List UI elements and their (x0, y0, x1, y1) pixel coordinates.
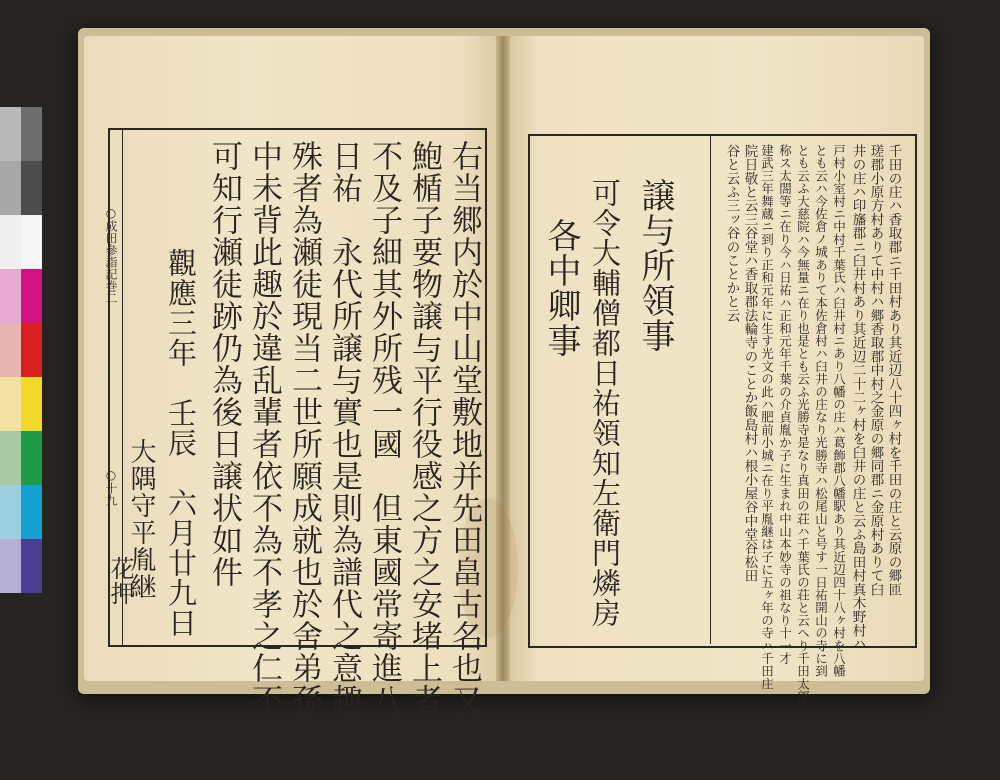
color-calibration-strip (0, 107, 42, 593)
note-line: 千田の庄ハ香取郡ニ千田村あり其近辺八十四ヶ村を千田の庄と云原の郷匝 (885, 144, 902, 597)
page-number: ○十九 (104, 468, 118, 506)
note-line: 谷と云ふ三ッ谷のことかと云 (723, 144, 740, 323)
note-line: とも云ハ今佐倉ノ城ありて本佐倉村ハ臼井の庄なり光勝寺ハ松尾山と号す一日祐開山の寺に到 (813, 144, 829, 678)
calibration-patch (0, 485, 21, 539)
note-line: 建武三年舞蔵ニ到り正和元年に生す光文の此ハ肥前小城ニ在り平胤継は子に五ヶ年の寺ハ千田庄 (759, 144, 775, 691)
calibration-patch (0, 539, 21, 593)
note-line: 瑳郡小原方村ありて中村ハ郷香取郡中村之金原の郷同郡ニ金原村ありて臼 (867, 144, 884, 597)
open-book (78, 28, 930, 780)
document-line: 殊者為瀬徒現当二世所願成就也於舍弟孫後 (286, 140, 322, 748)
document-line: 中未背此趣於違乱輩者依不為不孝之仁不 (246, 140, 282, 716)
calibration-patch (21, 323, 42, 377)
calibration-patch (21, 215, 42, 269)
calibration-patch (0, 269, 21, 323)
note-line: とも云ふ大慈院ハ今無量ニ在り也是とも云ふ光勝寺是なり真田の荘ハ千葉氏の荘と云へり千田太郎と (795, 144, 811, 716)
calibration-patch (0, 431, 21, 485)
document-line: 可令大輔僧都日祐領知左衛門燐房 (588, 178, 622, 628)
calibration-patch (0, 161, 21, 215)
signer-name: 大隅守平胤継 (126, 438, 156, 600)
calibration-patch (21, 377, 42, 431)
note-line: 称ス太閤等ニ在り今ハ日祐ハ正和元年千葉の介貞胤か子に生まれ中山本妙寺の祖なり十一才 (777, 144, 793, 665)
calibration-patch (21, 485, 42, 539)
calibration-patch (0, 107, 21, 161)
document-heading: 譲与所領事 (635, 178, 675, 353)
document-line: 右当郷内於中山堂敷地并先田畠古名也又殿貝 (446, 140, 482, 780)
note-line: 戸村小室村ニ中村千葉氏ハ臼井村ニあり八幡の庄ハ葛飾郡八幡駅あり其近辺四十八ヶ村を八幡 (831, 144, 847, 678)
calibration-patch (21, 431, 42, 485)
date-line: 觀應三年 壬辰 六月廿九日 (164, 248, 198, 638)
document-line: 不及子細其外所残一國 但東國常寄進八幡 (366, 140, 402, 748)
calibration-patch (21, 539, 42, 593)
document-line: 各中卿事 (541, 218, 581, 358)
note-line: 井の庄ハ印旛郡ニ臼井村あり其近辺二十二ヶ村を臼井の庄と云ふ島田村真木野村ハ (849, 144, 866, 651)
document-line: 鮑楯子要物譲与平行役感之方之安堵上者 (406, 140, 442, 716)
document-line: 日祐 永代所譲与實也是則為譜代之意趣 (326, 140, 362, 716)
calibration-patch (0, 377, 21, 431)
calibration-patch (21, 161, 42, 215)
kao-seal-mark: 花押 (106, 556, 134, 606)
note-line: 院日敬と云三谷堂ハ香取郡法輪寺のことか飯島村ハ根小屋谷中堂谷松田 (741, 144, 758, 583)
calibration-patch (0, 323, 21, 377)
calibration-patch (21, 269, 42, 323)
document-line: 可知行瀬徒跡仍為後日譲状如件 (206, 140, 242, 588)
calibration-patch (0, 215, 21, 269)
calibration-patch (21, 107, 42, 161)
margin-title: ○成田參詣記巻二 (104, 206, 118, 304)
